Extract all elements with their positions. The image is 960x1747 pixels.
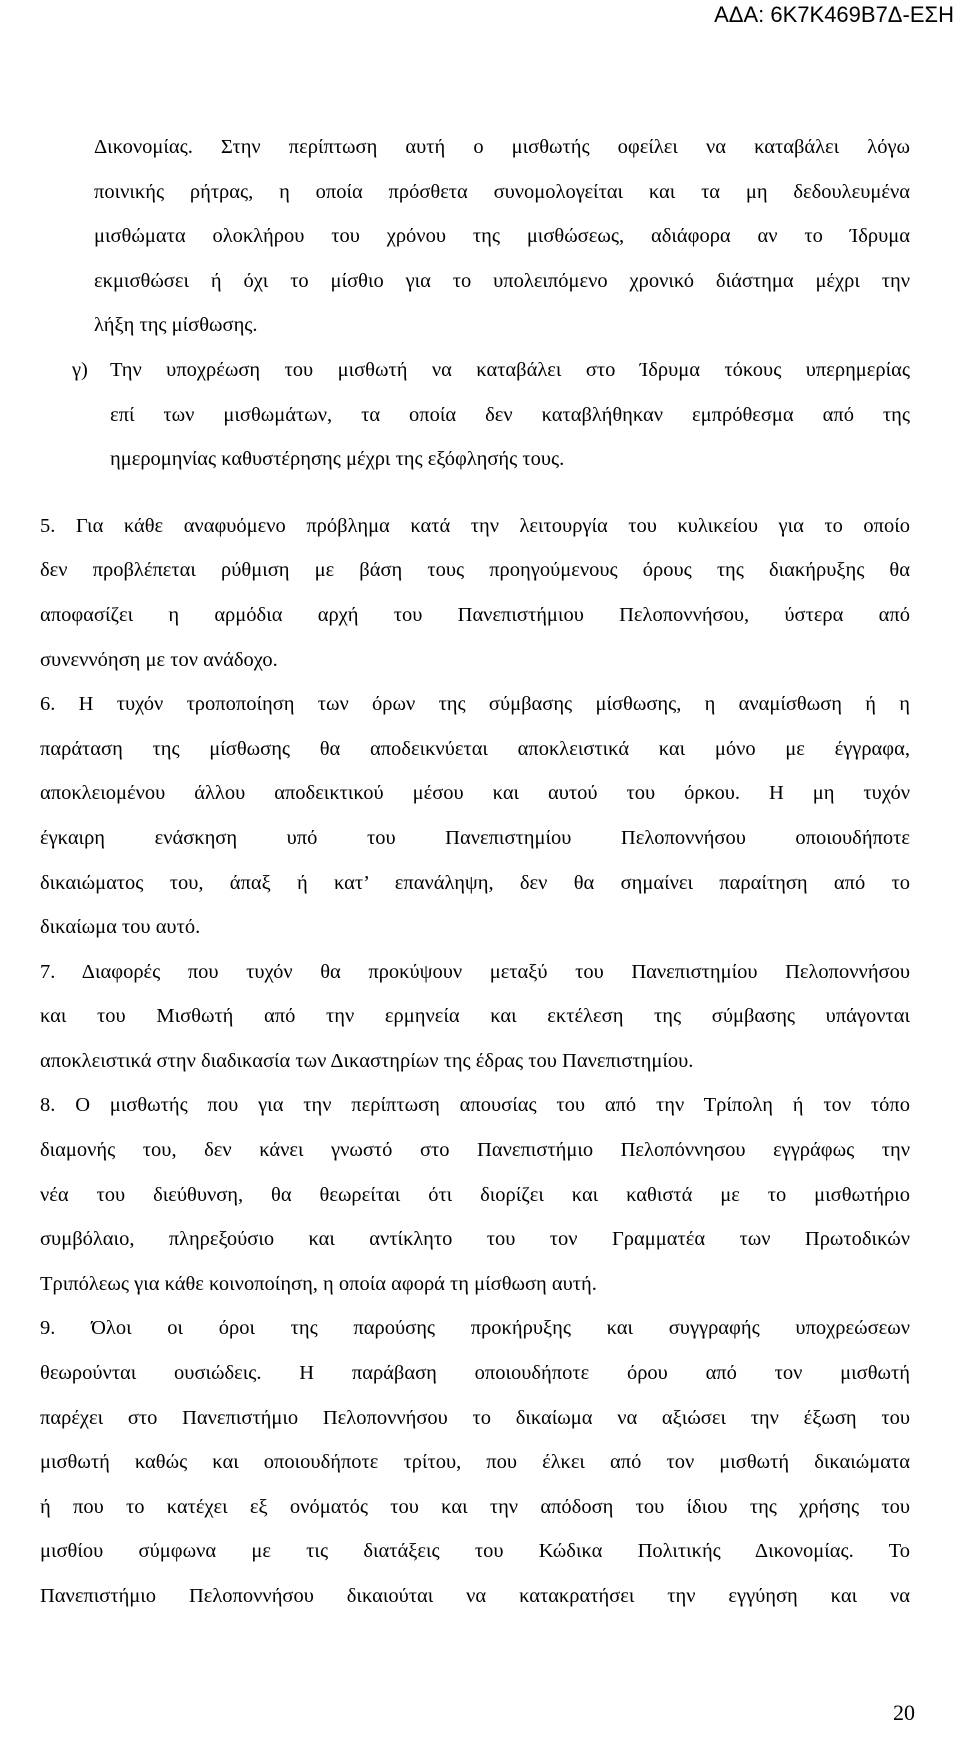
- text-line: ή που το κατέχει εξ ονόματός του και την απόδοση του ίδιου της χρήσης του: [40, 1495, 910, 1518]
- text-line: 7. Διαφορές που τυχόν θα προκύψουν μεταξύ του Πανεπιστημίου Πελοποννήσου: [40, 960, 910, 983]
- document-body: [40, 125, 910, 1619]
- text-line: ημερομηνίας καθυστέρησης μέχρι της εξόφλησής τους.: [110, 448, 565, 471]
- text-line: Τριπόλεως για κάθε κοινοποίηση, η οποία αφορά τη μίσθωση αυτή.: [40, 1272, 597, 1295]
- text-line: Δικονομίας. Στην περίπτωση αυτή ο μισθωτής οφείλει να καταβάλει λόγω: [94, 136, 910, 158]
- text-line: αποκλειομένου άλλου αποδεικτικού μέσου και αυτού του όρκου. Η μη τυχόν: [40, 782, 910, 805]
- text-line: νέα του διεύθυνση, θα θεωρείται ότι διορίζει και καθιστά με το μισθωτήριο: [40, 1183, 910, 1206]
- item-number: 6.: [40, 693, 56, 716]
- text-line: 8. Ο μισθωτής που για την περίπτωση απουσίας του από την Τρίπολη ή τον τόπο: [40, 1094, 910, 1117]
- text-line: μισθώματα ολοκλήρου του χρόνου της μισθώσεως, αδιάφορα αν το Ίδρυμα: [94, 225, 910, 248]
- ada-code: ΑΔΑ: 6Κ7Κ469Β7Δ-ΕΣΗ: [714, 2, 954, 27]
- text-line: αποκλειστικά στην διαδικασία των Δικαστηρίων της έδρας του Πανεπιστημίου.: [40, 1049, 694, 1072]
- item-marker: γ): [72, 358, 88, 381]
- page-number: 20: [893, 1700, 915, 1725]
- text-line: και του Μισθωτή από την ερμηνεία και εκτέλεση της σύμβασης υπάγονται: [40, 1005, 910, 1028]
- text-line: παρέχει στο Πανεπιστήμιο Πελοποννήσου το δικαίωμα να αξιώσει την έξωση του: [40, 1406, 910, 1429]
- item-7: [40, 950, 910, 1084]
- text-line: μισθίου σύμφωνα με τις διατάξεις του Κώδικα Πολιτικής Δικονομίας. Το: [40, 1540, 910, 1563]
- item-8: [40, 1083, 910, 1306]
- text-line: μισθωτή καθώς και οποιουδήποτε τρίτου, που έλκει από τον μισθωτή δικαιώματα: [40, 1451, 910, 1474]
- item-number: 5.: [40, 514, 56, 537]
- item-g: [72, 348, 910, 482]
- item-number: 7.: [40, 960, 56, 983]
- text-line: δικαιώματος του, άπαξ ή κατ’ επανάληψη, δεν θα σημαίνει παραίτηση από το: [40, 871, 910, 894]
- text-line: επί των μισθωμάτων, τα οποία δεν καταβλήθηκαν εμπρόθεσμα από της: [110, 403, 910, 426]
- item-number: 8.: [40, 1094, 56, 1117]
- item-number: 9.: [40, 1317, 56, 1340]
- text-line: έγκαιρη ενάσκηση υπό του Πανεπιστημίου Πελοποννήσου οποιουδήποτε: [40, 826, 910, 849]
- item-5: [40, 504, 910, 682]
- text-line: παράταση της μίσθωσης θα αποδεικνύεται αποκλειστικά και μόνο με έγγραφα,: [40, 737, 910, 760]
- text-line: δικαίωμα του αυτό.: [40, 916, 201, 939]
- text-line: ποινικής ρήτρας, η οποία πρόσθετα συνομολογείται και τα μη δεδουλευμένα: [94, 180, 910, 203]
- item-6: [40, 682, 910, 950]
- text-line: Την υποχρέωση του μισθωτή να καταβάλει στο Ίδρυμα τόκους υπερημερίας: [110, 358, 910, 381]
- text-line: θεωρούνται ουσιώδεις. Η παράβαση οποιουδήποτε όρου από τον μισθωτή: [40, 1362, 910, 1385]
- text-line: λήξη της μίσθωσης.: [94, 314, 258, 337]
- text-line: διαμονής του, δεν κάνει γνωστό στο Πανεπιστήμιο Πελοπόννησου εγγράφως την: [40, 1139, 910, 1162]
- item-9: [40, 1306, 910, 1618]
- text-line: συμβόλαιο, πληρεξούσιο και αντίκλητο του τον Γραμματέα των Πρωτοδικών: [40, 1228, 910, 1251]
- text-line: δεν προβλέπεται ρύθμιση με βάση τους προηγούμενους όρους της διακήρυξης θα: [40, 559, 910, 582]
- text-line: συνεννόηση με τον ανάδοχο.: [40, 648, 278, 671]
- text-line: 5. Για κάθε αναφυόμενο πρόβλημα κατά την λειτουργία του κυλικείου για το οποίο: [40, 514, 911, 537]
- continuation-paragraph: [94, 125, 910, 348]
- text-line: 6. Η τυχόν τροποποίηση των όρων της σύμβασης μίσθωσης, η αναμίσθωση ή η: [40, 693, 910, 716]
- text-line: εκμισθώσει ή όχι το μίσθιο για το υπολειπόμενο χρονικό διάστημα μέχρι την: [94, 269, 910, 292]
- text-line: 9. Όλοι οι όροι της παρούσης προκήρυξης και συγγραφής υποχρεώσεων: [40, 1317, 911, 1340]
- text-line: αποφασίζει η αρμόδια αρχή του Πανεπιστήμιου Πελοποννήσου, ύστερα από: [40, 603, 910, 626]
- text-line: Πανεπιστήμιο Πελοποννήσου δικαιούται να κατακρατήσει την εγγύηση και να: [40, 1585, 910, 1607]
